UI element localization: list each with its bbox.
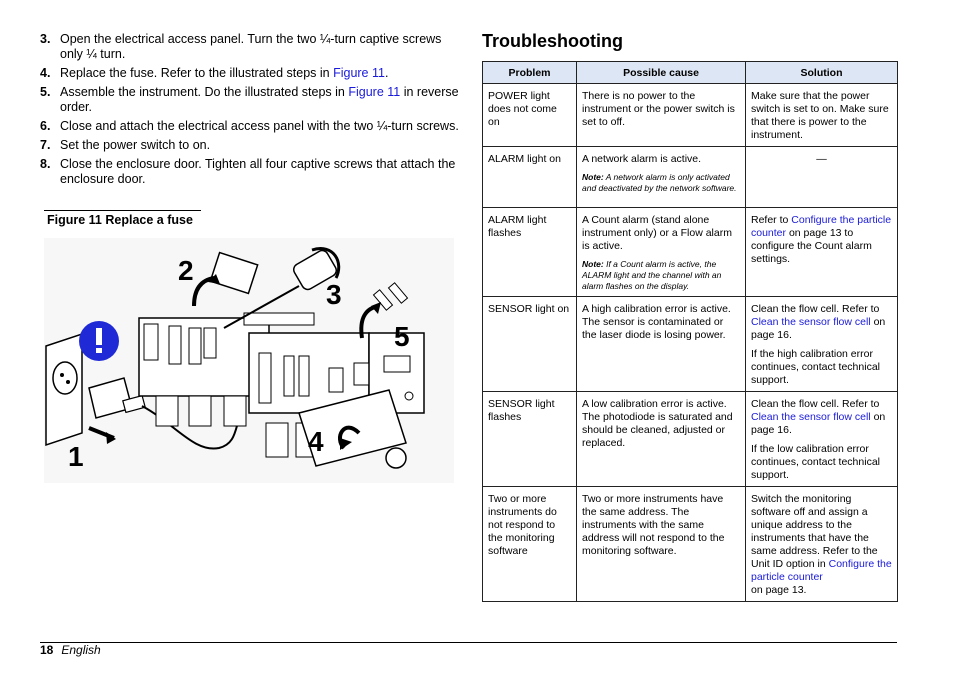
figure-caption-rule [44, 210, 201, 211]
callout-3: 3 [326, 279, 342, 310]
fuse-replacement-illustration [44, 238, 454, 483]
table-row [483, 208, 898, 297]
step-7 [40, 138, 460, 153]
header-possible-cause: Possible cause [577, 62, 746, 84]
footer [40, 643, 101, 657]
step-number: 3. [40, 32, 51, 46]
step-4: 4. Replace the fuse. Refer to the illustrated steps in Figure 11. [40, 66, 389, 80]
cause-cell: Two or more instruments have the same address. The instruments with the same address will not respond to the monitoring software. [577, 487, 746, 602]
configure-particle-counter-link[interactable]: Configure the particle counter [751, 214, 892, 239]
step-text: Close the enclosure door. Tighten all four captive screws that attach the enclosure door. [60, 157, 456, 186]
solution-cell: Make sure that the power switch is set to on. Make sure that there is power to the instrument. [746, 84, 898, 147]
step-number: 4. [40, 66, 51, 80]
step-number: 6. [40, 119, 51, 133]
figure-11-link[interactable]: Figure 11 [333, 66, 385, 80]
problem-cell: SENSOR light flashes [483, 392, 577, 487]
cause-cell: A Count alarm (stand alone instrument only) or a Flow alarm is active. Note: If a Count alarm is active, the ALARM light and the channel with an alarm flashes on the display. [577, 208, 746, 297]
clean-flow-cell-link[interactable]: Clean the sensor flow cell [751, 411, 871, 423]
procedure-steps [40, 32, 460, 191]
problem-cell: ALARM light on [483, 147, 577, 208]
note: Note: A network alarm is only activated and deactivated by the network software. [582, 172, 737, 193]
table-row [483, 297, 898, 392]
cause-cell: A high calibration error is active. The sensor is contaminated or the laser diode is losing power. [577, 297, 746, 392]
step-text: Open the electrical access panel. Turn the two ¼-turn captive screws only ¼ turn. [60, 32, 442, 61]
section-title: Troubleshooting [482, 31, 623, 51]
step-3 [40, 32, 460, 62]
table-row [483, 392, 898, 487]
header-problem: Problem [483, 62, 577, 84]
note: Note: If a Count alarm is active, the ALARM light and the channel with an alarm flashes on the display. [582, 259, 722, 291]
solution-cell: — [746, 147, 898, 208]
step-number: 8. [40, 157, 51, 171]
page-number: 18 [40, 643, 54, 657]
callout-4: 4 [308, 426, 324, 457]
solution-cell: Switch the monitoring software off and assign a unique address to the instruments that have the same address. Refer to the Unit ID option in Configure the particle counter on page 13. [746, 487, 898, 602]
table-header-row [483, 62, 898, 84]
step-8 [40, 157, 460, 187]
step-text: Replace the fuse. Refer to the illustrated steps in [60, 66, 334, 80]
callout-2: 2 [178, 255, 194, 286]
troubleshooting-table [482, 61, 898, 602]
table-row [483, 487, 898, 602]
problem-cell: Two or more instruments do not respond to the monitoring software [483, 487, 577, 602]
figure-caption: Figure 11 Replace a fuse [47, 213, 193, 227]
step-text: Assemble the instrument. Do the illustrated steps in [60, 85, 349, 99]
step-5: 5. Assemble the instrument. Do the illustrated steps in Figure 11 in reverse order. [40, 85, 459, 114]
callout-1: 1 [68, 441, 84, 472]
footer-language: English [61, 643, 101, 657]
wall-outlet [46, 334, 82, 445]
step-6 [40, 119, 460, 134]
solution-cell: Clean the flow cell. Refer to Clean the sensor flow cell on page 16. If the low calibration error continues, contact technical support. [746, 392, 898, 487]
cause-cell: A low calibration error is active. The photodiode is saturated and should be cleaned, adjusted or replaced. [577, 392, 746, 487]
problem-cell: SENSOR light on [483, 297, 577, 392]
table-row [483, 147, 898, 208]
solution-cell: Refer to Configure the particle counter on page 13 to configure the Count alarm settings. [746, 208, 898, 297]
step-number: 7. [40, 138, 51, 152]
cause-cell: A network alarm is active. Note: A network alarm is only activated and deactivated by the network software. [577, 147, 746, 208]
step-number: 5. [40, 85, 51, 99]
configure-particle-counter-link[interactable]: Configure the particle counter [751, 558, 892, 583]
cause-cell: There is no power to the instrument or the power switch is set to off. [577, 84, 746, 147]
solution-cell: Clean the flow cell. Refer to Clean the sensor flow cell on page 16. If the high calibration error continues, contact technical support. [746, 297, 898, 392]
step-text: Close and attach the electrical access panel with the two ¼-turn screws. [60, 119, 459, 133]
figure-11-link[interactable]: Figure 11 [348, 85, 401, 99]
warning-icon [79, 321, 119, 361]
header-solution: Solution [746, 62, 898, 84]
step-text: Set the power switch to on. [60, 138, 211, 152]
footer-rule [40, 642, 897, 643]
clean-flow-cell-link[interactable]: Clean the sensor flow cell [751, 316, 871, 328]
table-row [483, 84, 898, 147]
problem-cell: ALARM light flashes [483, 208, 577, 297]
callout-5: 5 [394, 321, 410, 352]
problem-cell: POWER light does not come on [483, 84, 577, 147]
